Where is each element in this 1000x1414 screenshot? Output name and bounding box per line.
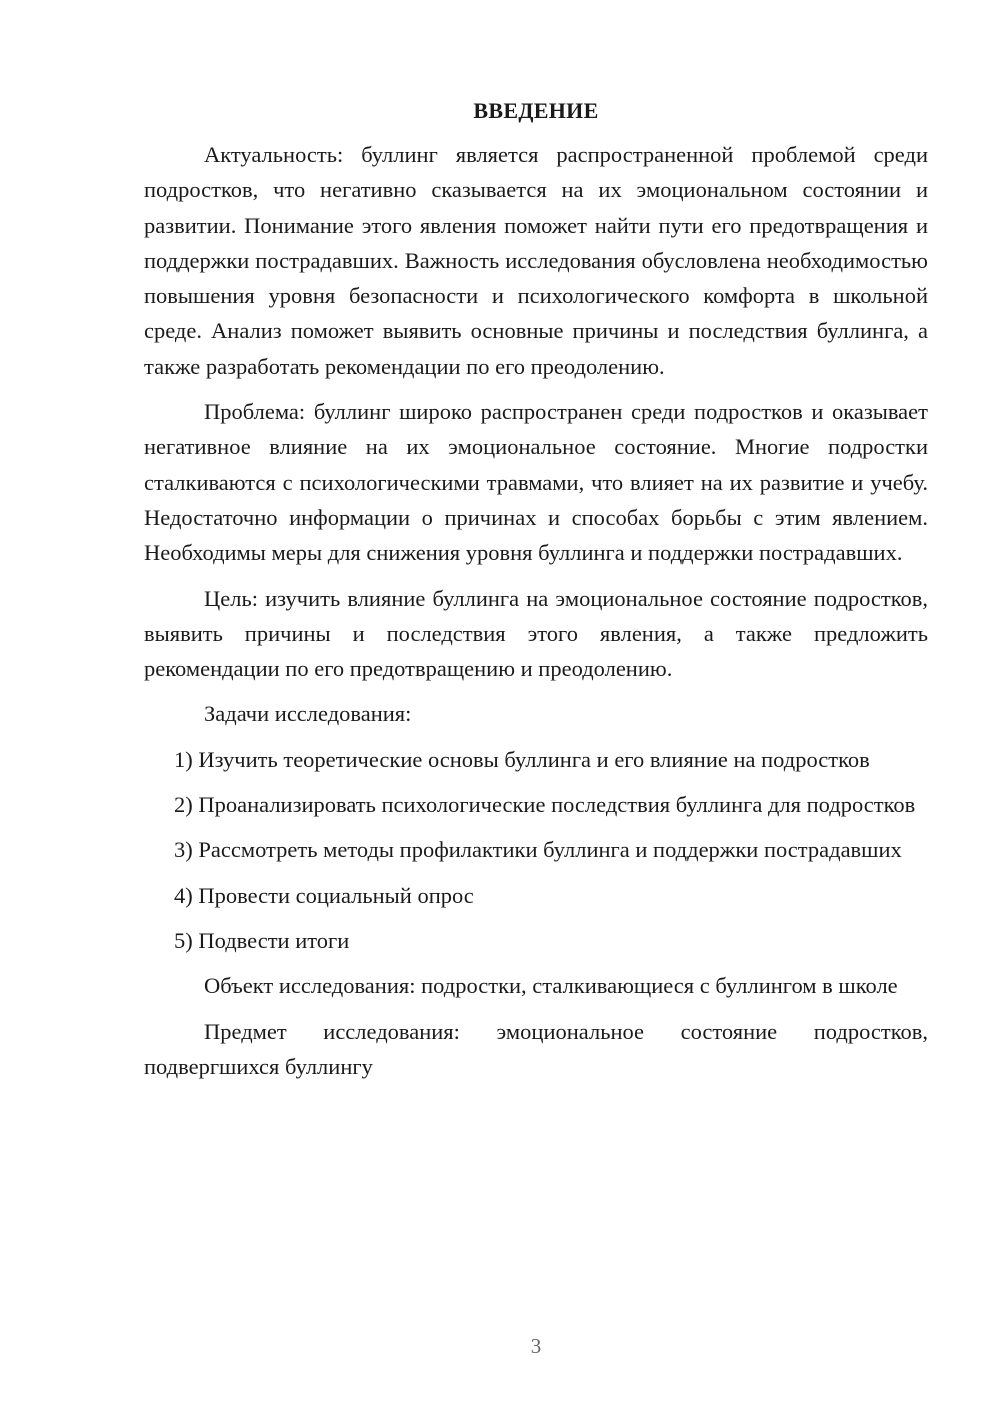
section-title: ВВЕДЕНИЕ bbox=[473, 98, 599, 123]
task-item-2: 2) Проанализировать психологические последствия буллинга для подростков bbox=[174, 792, 916, 818]
tasks-heading: Задачи исследования: bbox=[204, 701, 412, 727]
problem-paragraph: Проблема: буллинг широко распространен среди подростков и оказывает негативное влияние на их эмоциональное состояние. Многие подростки сталкиваются с психологическими травмами, что влияет на их развитие и учебу. Недостаточно информации о причинах и способах борьбы с этим явлением. Необходимы меры для снижения уровня буллинга и поддержки пострадавших. bbox=[144, 399, 928, 566]
task-item-1: 1) Изучить теоретические основы буллинга и его влияние на подростков bbox=[174, 746, 870, 772]
goal-paragraph: Цель: изучить влияние буллинга на эмоциональное состояние подростков, выявить причины и последствия этого явления, а также предложить рекомендации по его предотвращению и преодолению. bbox=[144, 585, 928, 682]
task-item-4: 4) Провести социальный опрос bbox=[174, 882, 474, 908]
research-object-paragraph: Объект исследования: подростки, сталкивающиеся с буллингом в школе bbox=[204, 973, 898, 999]
page-number: 3 bbox=[530, 1334, 542, 1358]
task-item-5: 5) Подвести итоги bbox=[174, 927, 350, 953]
research-subject-paragraph: Предмет исследования: эмоциональное состояние подростков, подвергшихся буллингу bbox=[144, 1018, 928, 1079]
page-content bbox=[144, 95, 928, 1094]
relevance-paragraph: Актуальность: буллинг является распространенной проблемой среди подростков, что негативно сказывается на их эмоциональном состоянии и развитии. Понимание этого явления поможет найти пути его предотвращения и поддержки пострадавших. Важность исследования обусловлена необходимостью повышения уровня безопасности и психологического комфорта в школьной среде. Анализ поможет выявить основные причины и последствия буллинга, а также разработать рекомендации по его преодолению. bbox=[144, 142, 928, 379]
task-item-3: 3) Рассмотреть методы профилактики буллинга и поддержки пострадавших bbox=[174, 837, 902, 863]
